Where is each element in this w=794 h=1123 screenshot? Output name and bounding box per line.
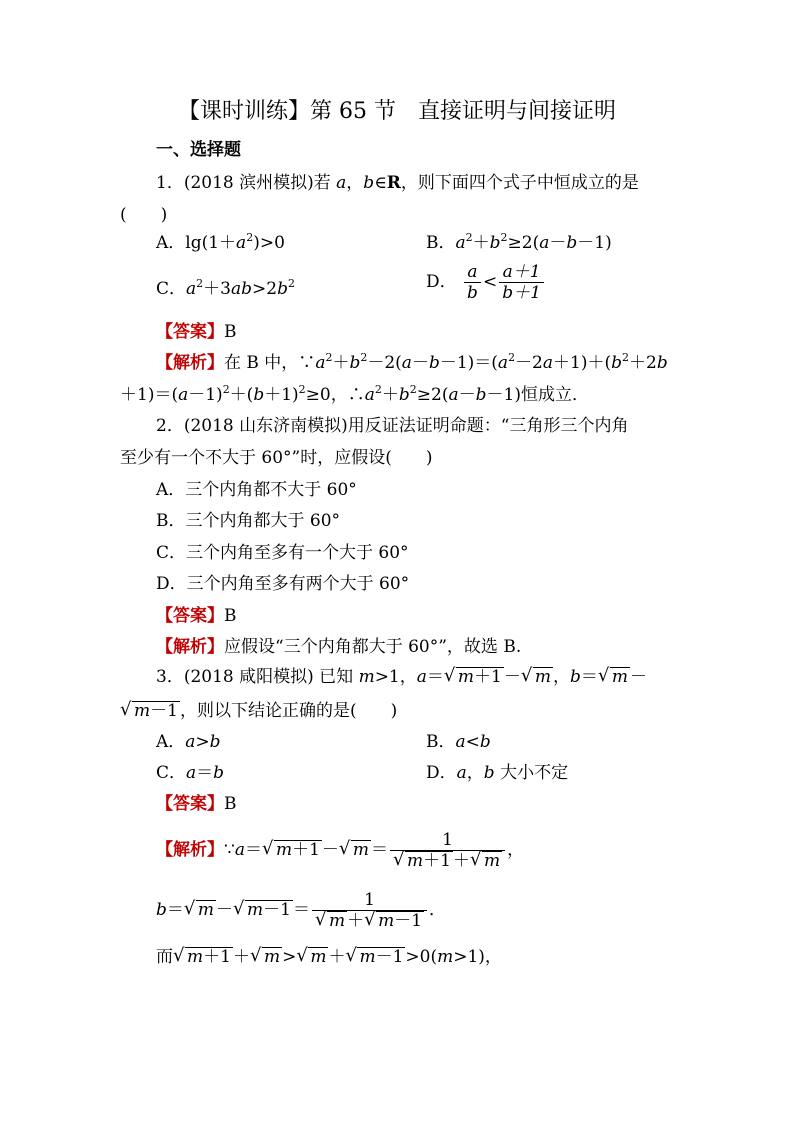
- section-heading: 一、选择题: [156, 140, 241, 160]
- q3-option-a: A．a>b: [156, 732, 221, 752]
- q1-answer: [156, 321, 237, 343]
- q2-answer-value: B: [224, 606, 237, 626]
- q1-stem: 1．(2018 滨州模拟)若 a，b∈R，则下面四个式子中恒成立的是: [156, 173, 639, 193]
- q3-stem-line2: √ m－1 ，则以下结论正确的是( ): [120, 699, 398, 721]
- q2-analysis-text: 应假设“三个内角都大于 60°”，故选 B.: [224, 637, 522, 657]
- q1-analysis-line2: $+1)=(a-1)^2+(b+1)^2\ge 0$，$\therefore a^2+b^2\ge 2(a-b-1)$恒成立．: [120, 383, 589, 405]
- q2-option-c: C．三个内角至多有一个大于 60°: [156, 543, 409, 563]
- answer-label: 【答案】: [156, 794, 224, 814]
- q1-answer-value: B: [224, 322, 237, 342]
- q3-option-d: D．a，b 大小不定: [426, 763, 569, 783]
- q1-option-a: A．$\lg(1+a^2)>0$: [156, 231, 285, 253]
- q3-answer: [156, 793, 237, 815]
- answer-label: 【答案】: [156, 606, 224, 626]
- q1-blank: ( ): [120, 205, 168, 225]
- q3-analysis-step3: 而 √ m＋1 ＋ √ m > √ m ＋ √ m－1 >0(m>1)，: [156, 945, 502, 967]
- analysis-label: 【解析】: [156, 637, 224, 657]
- q2-option-d: D．三个内角至多有两个大于 60°: [156, 574, 410, 594]
- analysis-label: 【解析】: [156, 840, 224, 860]
- analysis-label: 【解析】: [156, 353, 224, 373]
- q1-option-c: C．$a^2+3ab>2b^2$: [156, 277, 295, 299]
- q2-answer: [156, 605, 237, 627]
- q1-analysis-line1: 【解析】在 B 中，$\because a^2+b^2-2(a-b-1)=(a^2-2a+1)+(b^2+2b$: [156, 351, 668, 373]
- q2-analysis: [156, 636, 521, 658]
- q1-option-b: B．$a^2+b^2\ge 2(a-b-1)$: [426, 231, 612, 253]
- page-title: 【课时训练】第 65 节 直接证明与间接证明: [178, 99, 616, 124]
- q2-stem-line1: 2．(2018 山东济南模拟)用反证法证明命题：“三角形三个内角: [156, 416, 629, 436]
- q2-stem-line2: 至少有一个不大于 60°”时，应假设( ): [120, 448, 433, 468]
- q3-analysis-step2: b＝ √ m － √ m－1 ＝ 1 √ m ＋ √ m－1 ．: [156, 890, 447, 931]
- q3-option-b: B．a<b: [426, 732, 491, 752]
- q1-option-d: D． $\frac{a}{b}$ < $\frac{a+1}{b+1}$: [426, 262, 546, 303]
- q2-option-a: A．三个内角都不大于 60°: [156, 480, 357, 500]
- q1-option-d-label: D．: [426, 272, 457, 292]
- q2-option-b: B．三个内角都大于 60°: [156, 511, 341, 531]
- q3-analysis-step1: 【解析】∵a＝ √ m＋1 － √ m ＝ 1 √ m＋1 ＋ √ m ，: [156, 830, 525, 871]
- answer-label: 【答案】: [156, 322, 224, 342]
- q3-option-c: C．a＝b: [156, 763, 225, 783]
- q3-stem-line1: 3．(2018 咸阳模拟) 已知 m>1，a＝ √ m＋1 － √ m ，b＝ √ m －: [156, 665, 647, 687]
- q3-answer-value: B: [224, 794, 237, 814]
